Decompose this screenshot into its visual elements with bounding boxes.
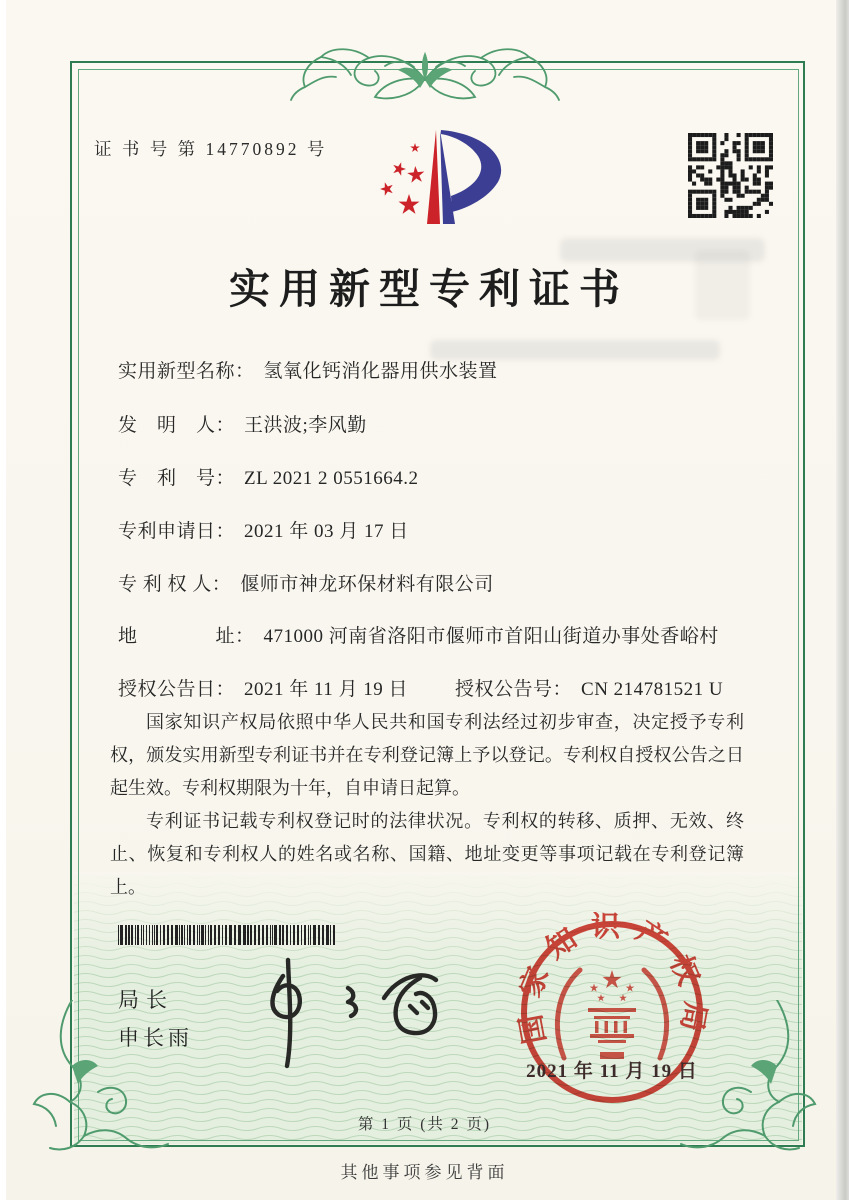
field-label: 专 利 权 人： — [118, 574, 232, 595]
field-value: ZL 2021 2 0551664.2 — [244, 468, 419, 489]
field-label: 地 址： — [118, 626, 255, 647]
legal-text — [110, 706, 744, 904]
field-value: 偃师市神龙环保材料有限公司 — [240, 574, 494, 595]
field-value: 氢氧化钙消化器用供水装置 — [263, 361, 498, 382]
certificate-number: 证 书 号 第 14770892 号 — [94, 139, 328, 159]
field-value: 2021 年 11 月 19 日 — [244, 679, 409, 700]
field-utility-model-name — [118, 356, 778, 383]
field-label: 授权公告号： — [455, 679, 573, 700]
field-grant-publication-number — [455, 674, 723, 701]
field-patent-number — [118, 463, 778, 490]
seal-date: 2021 年 11 月 19 日 — [526, 1061, 698, 1082]
national-emblem — [588, 970, 636, 1059]
seal-text: 国家知识产权局 — [512, 912, 712, 1047]
field-label: 发 明 人： — [118, 415, 236, 436]
field-value: 471000 河南省洛阳市偃师市首阳山街道办事处香峪村 — [263, 626, 719, 647]
cnipa-logo-icon — [352, 118, 527, 236]
page-number: 第 1 页 (共 2 页) — [357, 1116, 492, 1133]
field-label: 专 利 号： — [118, 468, 236, 489]
document-title: 实用新型专利证书 — [229, 266, 629, 312]
field-value: CN 214781521 U — [581, 679, 724, 700]
field-filing-date — [118, 516, 778, 543]
top-flourish-ornament — [290, 40, 560, 106]
field-inventors — [118, 410, 778, 437]
field-value: 2021 年 03 月 17 日 — [244, 521, 409, 542]
scan-page-edge — [836, 0, 849, 1200]
legal-paragraph-2: 专利证书记载专利权登记时的法律状况。专利权的转移、质押、无效、终止、恢复和专利权人的姓名或名称、国籍、地址变更等事项记载在专利登记簿上。 — [110, 811, 744, 897]
director-title: 局长 — [118, 988, 174, 1012]
handwritten-signature-icon — [238, 946, 470, 1074]
field-address — [118, 621, 778, 648]
field-grant-date — [118, 674, 778, 701]
field-value: 王洪波;李风勤 — [244, 415, 367, 436]
director-name: 申长雨 — [118, 1026, 193, 1050]
back-side-note: 其他事项参见背面 — [340, 1163, 509, 1182]
legal-paragraph-1: 国家知识产权局依照中华人民共和国专利法经过初步审查，决定授予专利权，颁发实用新型专利证书并在专利登记簿上予以登记。专利权自授权公告之日起生效。专利权期限为十年，自申请日起算。 — [110, 712, 744, 798]
field-patentee — [118, 569, 778, 596]
field-label: 授权公告日： — [118, 679, 236, 700]
field-label: 实用新型名称： — [118, 361, 255, 382]
field-label: 专利申请日： — [118, 521, 236, 542]
barcode-icon — [118, 925, 338, 945]
qr-code-icon — [688, 133, 773, 218]
